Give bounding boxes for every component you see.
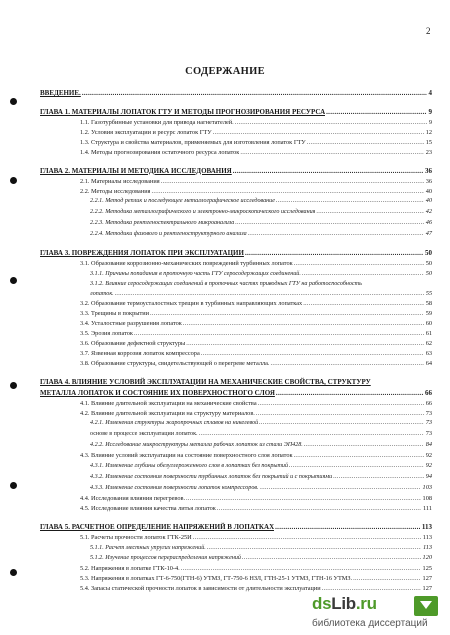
toc-chapter[interactable] (40, 88, 432, 99)
toc-leader (245, 248, 423, 259)
toc-page-number: 59 (425, 310, 432, 318)
toc-leader (316, 207, 423, 217)
toc-page-number: 12 (425, 128, 432, 136)
toc-item[interactable] (40, 451, 432, 461)
binder-hole-icon (10, 382, 17, 389)
toc-leader (240, 148, 423, 158)
toc-leader (258, 399, 424, 409)
toc-leader (181, 564, 421, 574)
toc-page-number: 9 (428, 108, 432, 116)
toc-page-number: 113 (421, 522, 432, 531)
toc-item[interactable] (40, 494, 432, 504)
toc-leader (186, 339, 423, 349)
toc-chapter[interactable] (40, 166, 432, 177)
toc-page-number: 94 (425, 472, 432, 480)
toc-item[interactable] (40, 429, 432, 440)
toc-item-continuation (40, 290, 432, 300)
toc-item-title: 5.3. Напряжения в лопатках ГТ-6-750(ГТН-6) УТМЗ, ГТ-750-6 НЗЛ, ГТН-25-1 УТМЗ, ГТН-16 УТМЗ. (80, 575, 353, 583)
toc-item[interactable] (40, 504, 432, 514)
toc-item-title: 3.7. Язвенная коррозия лопаток компрессора (80, 349, 200, 357)
toc-item-title: 3.1. Образование коррозионно-механических повреждений турбинных лопаток (80, 260, 293, 268)
dslib-subtitle: библиотека диссертаций (312, 618, 428, 629)
toc-leader (151, 187, 423, 197)
toc-page-number: 92 (425, 462, 432, 470)
toc-page-number: 9 (428, 119, 432, 126)
toc-item-title: МЕТАЛЛА ЛОПАТОК И СОСТОЯНИЕ ИХ ПОВЕРХНОСТНОГО СЛОЯ (40, 388, 275, 397)
toc-page-number: 36 (425, 166, 432, 175)
toc-page-number: 23 (425, 148, 432, 156)
toc-spacer (40, 158, 432, 166)
toc-item[interactable] (40, 309, 432, 319)
toc-item-title: 5.2. Напряжения в лопатке ГТК-10-4. (80, 565, 180, 573)
toc-leader (304, 440, 424, 450)
toc-item[interactable] (40, 177, 432, 187)
toc-item-title: 3.5. Эрозия лопаток (80, 330, 133, 337)
toc-item[interactable] (40, 218, 432, 229)
toc-page-number: 47 (425, 230, 432, 238)
toc-item[interactable] (40, 472, 432, 483)
download-icon (414, 596, 438, 616)
toc-leader (276, 196, 424, 206)
toc-item[interactable] (40, 553, 432, 564)
toc-item-title: 5.1. Расчеты прочности лопаток ГТК-25И (80, 533, 192, 541)
toc-item-title: 1.4. Методы прогнозирования остаточного ресурса лопаток (80, 148, 240, 156)
toc-page-number: 36 (425, 177, 432, 185)
toc-item[interactable] (40, 349, 432, 359)
toc-page-number: 64 (425, 359, 432, 367)
toc-leader (134, 329, 424, 339)
toc-leader (199, 429, 424, 439)
toc-item[interactable] (40, 138, 432, 148)
table-of-contents (40, 88, 432, 594)
toc-spacer (40, 99, 432, 107)
toc-item-title: ГЛАВА 1. МАТЕРИАЛЫ ЛОПАТОК ГТУ И МЕТОДЫ ПРОГНОЗИРОВАНИЯ РЕСУРСА (40, 108, 326, 116)
toc-item-title: 4.4. Исследования влияния перегревов. (80, 494, 186, 502)
toc-leader (217, 504, 421, 514)
toc-page-number: 113 (422, 533, 432, 541)
toc-leader (183, 319, 424, 329)
toc-spacer (40, 240, 432, 248)
dslib-watermark[interactable] (312, 594, 446, 632)
toc-item[interactable] (40, 280, 432, 290)
toc-item-title: 4.2.1. Изменения структуры жаропрочных сплавов на никелевой (90, 420, 259, 427)
toc-item-title: 2.2.2. Методика металлографического и электронно-микроскопического исследования (90, 209, 316, 216)
toc-chapter[interactable] (40, 248, 432, 259)
toc-item-title: 2.2.1. Метод реплик и последующее металлографическое исследование (90, 198, 275, 205)
toc-item-title: 3.8. Образование структуры, свидетельствующей о перегреве металла. (80, 359, 270, 367)
toc-item[interactable] (40, 533, 432, 543)
toc-leader (115, 290, 424, 300)
toc-leader (150, 309, 424, 319)
toc-leader (235, 118, 427, 128)
toc-page-number: 63 (425, 349, 432, 357)
toc-item[interactable] (40, 409, 432, 419)
binder-hole-icon (10, 569, 17, 576)
toc-leader (235, 218, 423, 228)
toc-page-number: 50 (425, 249, 432, 258)
toc-item-title: основе в процессе эксплуатации лопаток. (90, 431, 198, 438)
binder-hole-icon (10, 177, 17, 184)
toc-page-number: 61 (425, 330, 432, 337)
toc-leader (201, 349, 424, 359)
toc-page-number: 15 (425, 138, 432, 146)
toc-page-number: 73 (425, 409, 432, 417)
toc-item[interactable] (40, 319, 432, 329)
toc-item-title: 1.3. Структура и свойства материалов, применяемых для изготовления лопаток ГТУ (80, 138, 306, 146)
toc-leader (275, 522, 420, 533)
toc-chapter[interactable] (40, 107, 432, 118)
toc-item[interactable] (40, 461, 432, 472)
toc-leader (270, 359, 423, 369)
toc-leader (303, 299, 424, 309)
toc-item-title: 3.3. Трещины в покрытии (80, 310, 149, 318)
toc-item-title: 2.1. Материалы исследования (80, 177, 160, 185)
toc-item-title: ГЛАВА 4. ВЛИЯНИЕ УСЛОВИЙ ЭКСПЛУАТАЦИИ НА МЕХАНИЧЕСКИЕ СВОЙСТВА, СТРУКТУРУ (40, 377, 371, 386)
toc-item[interactable] (40, 418, 432, 429)
page-title: СОДЕРЖАНИЕ (185, 66, 265, 77)
toc-item[interactable] (40, 187, 432, 197)
toc-item-title: 1.2. Условия эксплуатации и ресурс лопаток ГТУ (80, 128, 212, 136)
toc-item[interactable] (40, 359, 432, 369)
toc-leader (213, 128, 424, 138)
binder-hole-icon (10, 98, 17, 105)
toc-item[interactable] (40, 128, 432, 138)
toc-item-title: 3.1.2. Влияние серосодержащих соединений в проточных частях приводных ГТУ на работоспособность (90, 280, 362, 287)
toc-leader (294, 259, 424, 269)
toc-item-title: лопаток. (90, 290, 114, 297)
toc-page-number: 66 (425, 399, 432, 407)
toc-item[interactable] (40, 584, 432, 594)
toc-page-number: 62 (425, 339, 432, 347)
toc-item-title: 3.1.1. Причины попадания в проточную часть ГТУ серосодержащих соединений. (90, 270, 301, 277)
toc-page-number: 127 (422, 575, 432, 583)
toc-leader (333, 472, 423, 482)
toc-item-title: 4.2. Влияние длительной эксплуатации на структуру материалов. (80, 409, 255, 417)
toc-leader (186, 494, 421, 504)
toc-item[interactable] (40, 207, 432, 218)
toc-leader (256, 409, 424, 419)
toc-leader (326, 107, 426, 118)
toc-page-number: 73 (425, 430, 432, 438)
toc-page-number: 60 (425, 320, 432, 328)
toc-item-title: 3.4. Усталостные разрушения лопаток (80, 320, 182, 328)
toc-item-title: 4.5. Исследование влияния качества литья лопаток (80, 504, 216, 512)
toc-page-number: 92 (425, 452, 432, 460)
toc-page-number: 42 (425, 208, 432, 216)
toc-leader (294, 451, 424, 461)
toc-item-title: 1.1. Газотурбинные установки для привода нагнетателей. (80, 119, 234, 126)
toc-item-title: 2.2. Методы исследования (80, 187, 151, 195)
toc-leader (353, 574, 420, 584)
toc-page-number: 73 (425, 419, 432, 427)
toc-item-title: 4.3.2. Изменение состояния поверхности турбинных лопаток без покрытий и с покрытиями (90, 473, 333, 480)
toc-item-title: 4.3.1. Изменение глубины обезуглероженного слоя в лопатках без покрытий (90, 463, 289, 470)
toc-item[interactable] (40, 329, 432, 339)
toc-spacer (40, 514, 432, 522)
toc-item[interactable] (40, 339, 432, 349)
toc-item-title: 3.2. Образование термоусталостных трещин в турбинных направляющих лопатках (80, 300, 303, 308)
toc-item[interactable] (40, 299, 432, 309)
toc-leader (322, 584, 421, 594)
toc-item[interactable] (40, 229, 432, 240)
toc-page-number: 108 (422, 494, 432, 502)
toc-leader (289, 461, 424, 471)
toc-item[interactable] (40, 564, 432, 574)
toc-page-number: 58 (425, 300, 432, 308)
toc-item[interactable] (40, 148, 432, 158)
page-number: 2 (426, 26, 431, 36)
toc-item[interactable] (40, 269, 432, 280)
toc-item-title: ВВЕДЕНИЕ. (40, 89, 81, 97)
toc-leader (260, 483, 421, 493)
toc-spacer (40, 369, 432, 377)
toc-item[interactable] (40, 399, 432, 409)
toc-leader (242, 553, 421, 563)
toc-page-number: 125 (422, 565, 432, 573)
toc-page-number: 84 (425, 441, 432, 449)
toc-leader (248, 229, 424, 239)
toc-item-title: 2.2.3. Методика рентгеноспектрального микроанализа (90, 220, 235, 227)
toc-page-number: 55 (425, 290, 432, 297)
toc-leader (207, 543, 421, 553)
toc-item-title: 5.1.1. Расчет местных упругих напряжений. (90, 544, 206, 551)
toc-item-title: ГЛАВА 5. РАСЧЕТНОЕ ОПРЕДЕЛЕНИЕ НАПРЯЖЕНИЙ В ЛОПАТКАХ (40, 522, 275, 531)
toc-leader (233, 166, 423, 177)
toc-item-title: 5.1.2. Изучение процессов перераспределения напряжений (90, 555, 241, 562)
toc-leader (193, 533, 421, 543)
toc-item-title: ГЛАВА 3. ПОВРЕЖДЕНИЯ ЛОПАТОК ПРИ ЭКСПЛУАТАЦИИ (40, 249, 244, 258)
toc-item-title: 4.1. Влияние длительной эксплуатации на механические свойства (80, 399, 257, 407)
toc-item[interactable] (40, 543, 432, 554)
toc-item[interactable] (40, 259, 432, 269)
toc-page-number: 103 (422, 483, 432, 491)
toc-page-number: 40 (425, 197, 432, 205)
binder-hole-icon (10, 277, 17, 284)
toc-leader (259, 418, 424, 428)
toc-item-title: 4.3. Влияние условий эксплуатации на состояние поверхностного слоя лопаток (80, 452, 293, 460)
toc-item-title: 4.2.2. Исследование микроструктуры металла рабочих лопаток из стали ЭП428. (90, 442, 303, 449)
toc-item-title: 2.2.4. Методики фазового и рентгеноструктурного анализа (90, 231, 247, 238)
toc-chapter[interactable] (40, 377, 432, 388)
binder-hole-icon (10, 482, 17, 489)
toc-page-number: 111 (423, 504, 432, 512)
toc-page-number: 50 (425, 269, 432, 277)
toc-leader (82, 88, 427, 99)
toc-item[interactable] (40, 118, 432, 128)
toc-item[interactable] (40, 483, 432, 494)
toc-item[interactable] (40, 196, 432, 207)
toc-leader (302, 269, 424, 279)
toc-item-title: 3.6. Образование дефектной структуры (80, 339, 186, 347)
toc-chapter[interactable] (40, 522, 432, 533)
toc-item-continuation (40, 388, 432, 399)
toc-item-title: 5.4. Запасы статической прочности лопаток в зависимости от длительности эксплуатации (80, 585, 321, 593)
toc-item[interactable] (40, 574, 432, 584)
toc-page-number: 50 (425, 260, 432, 268)
toc-page-number: 66 (425, 388, 432, 397)
toc-leader (276, 388, 423, 399)
toc-page-number: 120 (422, 554, 432, 562)
toc-page-number: 4 (428, 89, 432, 97)
toc-page-number: 127 (422, 585, 432, 593)
toc-item[interactable] (40, 440, 432, 451)
dslib-logo: dsLib.ru (312, 594, 377, 613)
toc-item-title: 4.3.3. Изменение состояния поверхности лопаток компрессоров. (90, 484, 259, 491)
toc-leader (161, 177, 424, 187)
toc-page-number: 40 (425, 187, 432, 195)
toc-page-number: 113 (423, 543, 432, 551)
toc-item-title: ГЛАВА 2. МАТЕРИАЛЫ И МЕТОДИКА ИССЛЕДОВАНИЯ (40, 166, 232, 175)
toc-page-number: 46 (425, 219, 432, 227)
toc-leader (307, 138, 424, 148)
